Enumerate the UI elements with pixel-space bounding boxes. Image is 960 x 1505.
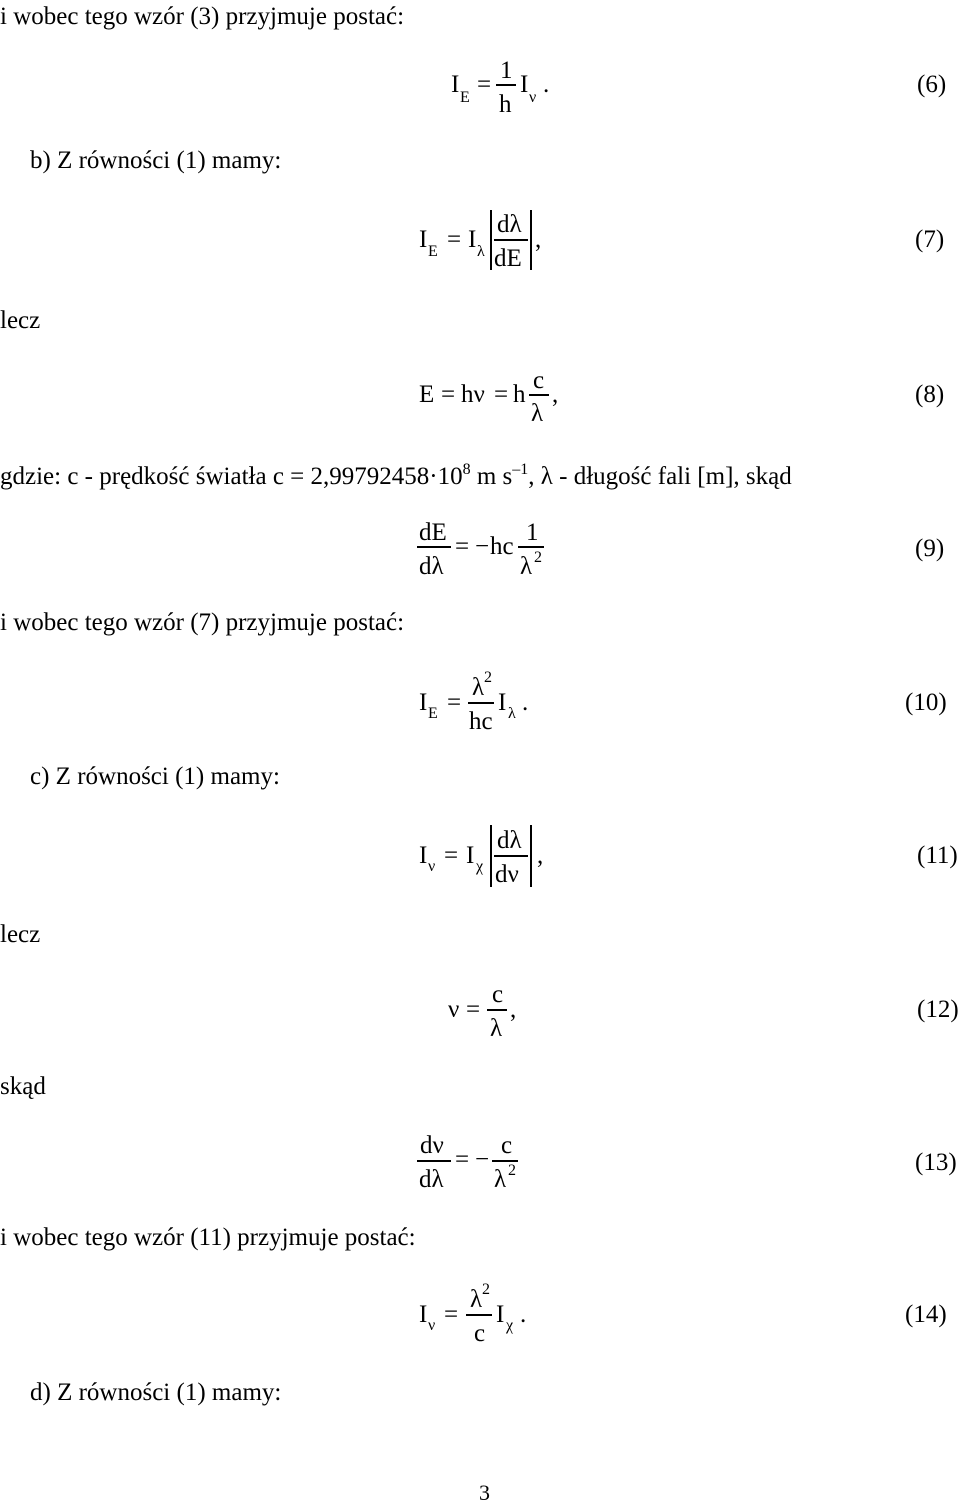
eq9-rden-exp: 2: [534, 549, 542, 566]
eq10-num-exp: 2: [484, 669, 492, 686]
eq6-rhs-sub: ν: [529, 89, 537, 106]
eq14-rhs: I: [496, 1301, 505, 1328]
eq11-punct: ,: [537, 842, 544, 869]
eq14-lhs: I: [419, 1301, 428, 1328]
eq13-equals: =: [455, 1146, 470, 1173]
eq7-fraction-bar: [494, 239, 528, 241]
eq8-den: λ: [531, 400, 544, 427]
eq10-rhs-sub: λ: [508, 705, 516, 722]
page-number: 3: [479, 1480, 490, 1505]
eq6-rhs: I: [520, 71, 529, 98]
eq12-den: λ: [490, 1015, 503, 1042]
eq9-equals: =: [455, 533, 470, 560]
eq9-hc: hc: [490, 533, 514, 560]
eq9-lden: dλ: [419, 553, 444, 580]
text-line-intro-eq11: i wobec tego wzór (11) przyjmuje postać:: [0, 1224, 416, 1251]
eq7-abs-right: [530, 210, 532, 270]
eq14-equals: =: [444, 1301, 459, 1328]
eq7-lhs-sub: E: [428, 243, 438, 260]
eq8-punct: ,: [552, 381, 559, 408]
eq12-lhs: ν: [448, 996, 460, 1023]
gdzie-unit-exp: –1: [512, 461, 529, 478]
eq11-number: (11): [917, 842, 958, 869]
eq8-lhs: E: [419, 381, 435, 408]
eq6-lhs: I: [451, 71, 460, 98]
eq12-punct: ,: [510, 996, 517, 1023]
eq12-number: (12): [917, 996, 959, 1023]
gdzie-exp: 8: [462, 461, 471, 478]
eq10-equals: =: [447, 689, 462, 716]
eq14-lhs-sub: ν: [428, 1317, 436, 1334]
eq10-num: λ: [472, 674, 485, 701]
eq6-num: 1: [500, 57, 513, 84]
text-line-skad: skąd: [0, 1073, 46, 1100]
eq10-den: hc: [469, 708, 493, 735]
eq8-equals-2: =: [494, 381, 509, 408]
gdzie-rest: , λ - długość fali [m], skąd: [528, 463, 792, 490]
eq10-fraction-bar: [468, 702, 494, 704]
eq11-rhs: I: [466, 842, 475, 869]
eq13-minus: −: [475, 1146, 490, 1173]
eq11-rhs-sub: χ: [476, 858, 484, 875]
eq6-number: (6): [917, 71, 947, 98]
eq9-rden: λ: [520, 553, 533, 580]
eq10-rhs: I: [498, 689, 507, 716]
eq13-rden-exp: 2: [508, 1162, 516, 1179]
eq11-fraction-bar: [494, 855, 528, 857]
eq14-den: c: [474, 1320, 486, 1347]
eq7-rhs: I: [468, 226, 477, 253]
eq6-equals: =: [477, 71, 492, 98]
text-line-lecz-2: lecz: [0, 921, 41, 948]
text-line-c: c) Z równości (1) mamy:: [30, 763, 280, 790]
eq7-number: (7): [915, 226, 945, 253]
eq6-den: h: [499, 91, 512, 118]
eq9-rnum: 1: [526, 519, 539, 546]
eq8-h: h: [513, 381, 526, 408]
eq11-abs-right: [530, 825, 532, 887]
eq12-fraction-bar: [487, 1009, 507, 1011]
eq10-punct: .: [522, 689, 529, 716]
eq11-abs-left: [490, 825, 492, 887]
eq13-lden: dλ: [419, 1166, 444, 1193]
eq7-den: dE: [494, 245, 522, 272]
text-line-b: b) Z równości (1) mamy:: [30, 147, 282, 174]
eq11-lhs-sub: ν: [428, 858, 436, 875]
text-line-intro-eq7: i wobec tego wzór (7) przyjmuje postać:: [0, 609, 405, 636]
gdzie-unit: m s: [470, 463, 513, 490]
text-line-lecz-1: lecz: [0, 307, 41, 334]
eq7-punct: ,: [535, 226, 542, 253]
eq6-fraction-bar: [496, 84, 516, 86]
eq14-punct: .: [520, 1301, 527, 1328]
eq12-num: c: [492, 981, 504, 1008]
eq6-lhs-sub: E: [460, 89, 470, 106]
eq6-punct: .: [543, 71, 550, 98]
eq7-lhs: I: [419, 226, 428, 253]
gdzie-text: gdzie: c - prędkość światła c = 2,99792458·10: [0, 463, 463, 490]
eq13-left-fraction-bar: [417, 1160, 451, 1162]
eq7-equals: =: [447, 226, 462, 253]
eq9-lnum: dE: [419, 519, 447, 546]
eq12-equals: =: [466, 996, 481, 1023]
eq13-rnum: c: [501, 1132, 513, 1159]
eq11-num: dλ: [497, 827, 522, 854]
eq13-rden: λ: [494, 1166, 507, 1193]
eq14-num: λ: [470, 1286, 483, 1313]
text-line-gdzie: [0, 462, 792, 489]
eq14-num-exp: 2: [482, 1281, 490, 1298]
eq11-lhs: I: [419, 842, 428, 869]
eq9-right-fraction-bar: [518, 546, 544, 548]
eq10-number: (10): [905, 689, 947, 716]
eq8-num: c: [533, 367, 545, 394]
eq14-number: (14): [905, 1301, 947, 1328]
eq14-fraction-bar: [466, 1314, 492, 1316]
eq7-rhs-sub: λ: [477, 243, 485, 260]
eq7-abs-left: [490, 210, 492, 270]
eq8-hnu: hν: [461, 381, 485, 408]
eq7-num: dλ: [497, 211, 522, 238]
eq8-fraction-bar: [529, 394, 549, 396]
eq9-number: (9): [915, 535, 945, 562]
text-line-intro-eq3: i wobec tego wzór (3) przyjmuje postać:: [0, 3, 405, 30]
eq13-number: (13): [915, 1149, 957, 1176]
eq9-left-fraction-bar: [417, 546, 451, 548]
eq8-equals-1: =: [441, 381, 456, 408]
eq11-equals: =: [444, 842, 459, 869]
eq8-number: (8): [915, 381, 945, 408]
eq14-rhs-sub: χ: [506, 1317, 514, 1334]
eq10-lhs: I: [419, 689, 428, 716]
eq10-lhs-sub: E: [428, 705, 438, 722]
eq9-minus: −: [475, 533, 490, 560]
eq11-den: dν: [495, 861, 519, 888]
eq13-lnum: dν: [420, 1132, 444, 1159]
text-line-d: d) Z równości (1) mamy:: [30, 1379, 282, 1406]
